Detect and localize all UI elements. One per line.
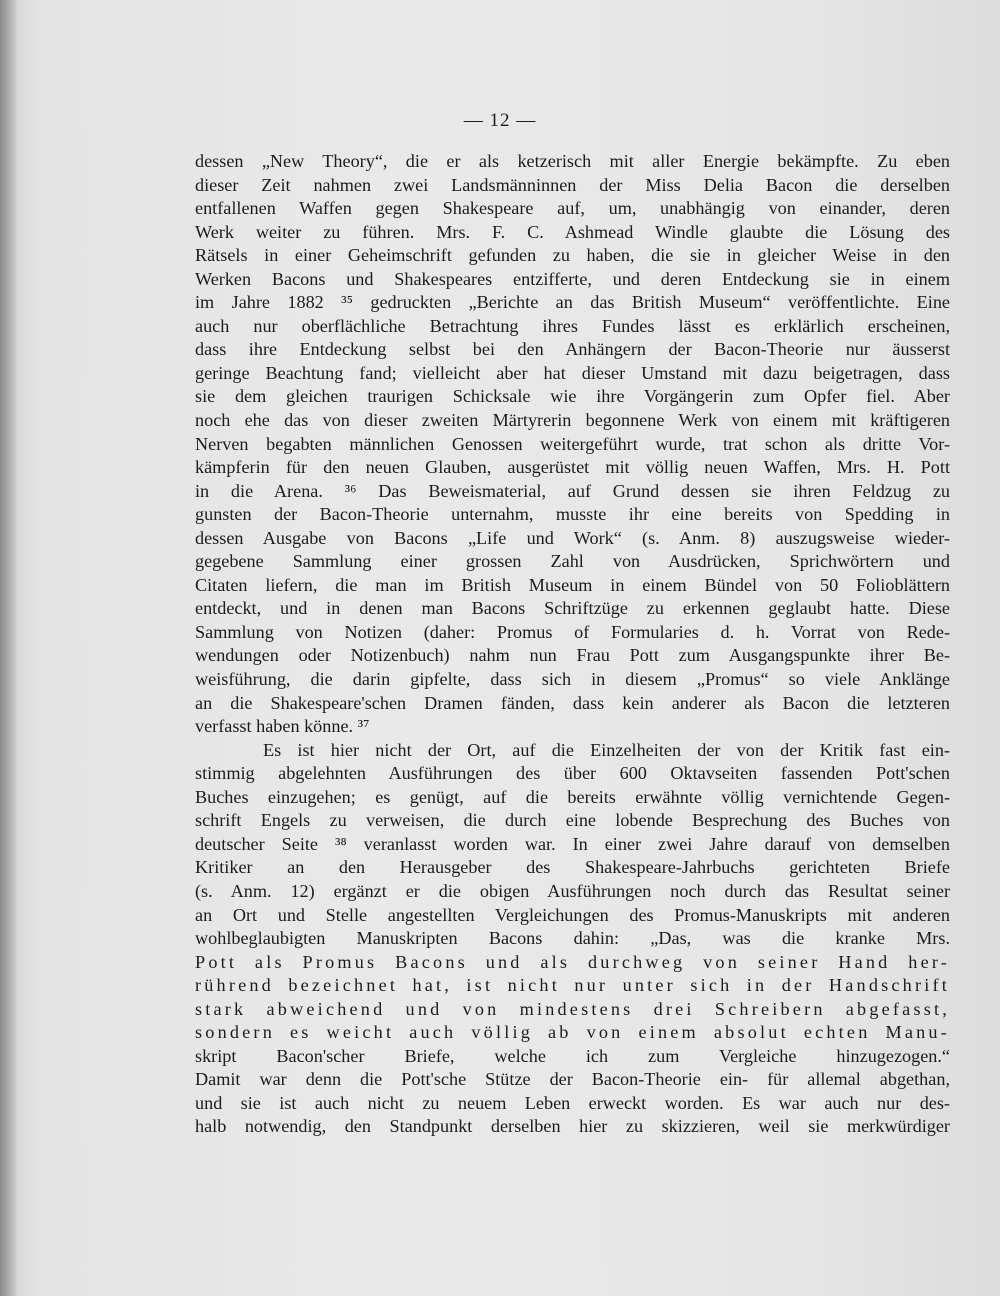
text-line: wohlbeglaubigten Manuskripten Bacons dahin: „Das, was die kranke Mrs.: [195, 928, 950, 949]
text-line: und sie ist auch nicht zu neuem Leben erweckt worden. Es war auch nur des-: [195, 1092, 950, 1113]
text-line: dass ihre Entdeckung selbst bei den Anhängern der Bacon-Theorie nur äusserst: [195, 339, 950, 360]
binding-shadow: [0, 0, 18, 1296]
text-line: verfasst haben könne. ³⁷: [195, 716, 370, 737]
text-line: noch ehe das von dieser zweiten Märtyrerin begonnene Werk von einem mit kräftigeren: [195, 410, 950, 431]
page-number: — 12 —: [463, 110, 537, 131]
text-line: Rätsels in einer Geheimschrift gefunden zu haben, die sie in gleicher Weise in den: [195, 245, 950, 266]
text-line: an Ort und Stelle angestellten Vergleichungen des Promus-Manuskripts mit anderen: [195, 904, 950, 925]
text-line: Sammlung von Notizen (daher: Promus of Formularies d. h. Vorrat von Rede-: [195, 621, 950, 642]
text-line: Damit war denn die Pott'sche Stütze der Bacon-Theorie ein- für allemal abgethan,: [195, 1069, 950, 1090]
text-line: sondern es weicht auch völlig ab von einem absolut echten Manu-: [195, 1022, 950, 1043]
text-line: (s. Anm. 12) ergänzt er die obigen Ausführungen noch durch das Resultat seiner: [195, 880, 950, 901]
text-line: dieser Zeit nahmen zwei Landsmänninnen der Miss Delia Bacon die derselben: [195, 174, 950, 195]
text-line: dessen „New Theory“, die er als ketzerisch mit aller Energie bekämpfte. Zu eben: [195, 151, 950, 171]
text-line: auch nur oberflächliche Betrachtung ihres Fundes lässt es erklärlich erscheinen,: [195, 315, 950, 336]
text-line: wendungen oder Notizenbuch) nahm nun Frau Pott zum Ausgangspunkte ihrer Be-: [195, 645, 950, 666]
text-line: Kritiker an den Herausgeber des Shakespeare-Jahrbuchs gerichteten Briefe: [195, 857, 950, 878]
text-line: gunsten der Bacon-Theorie unternahm, musste ihr eine bereits von Spedding in: [195, 504, 950, 525]
text-line: stark abweichend und von mindestens drei Schreibern abgefasst,: [195, 998, 950, 1019]
body-text: [195, 150, 950, 1139]
text-line: Werken Bacons und Shakespeares entzifferte, und deren Entdeckung sie in einem: [195, 268, 950, 289]
text-line: in die Arena. ³⁶ Das Beweismaterial, auf Grund dessen sie ihren Feldzug zu: [195, 480, 950, 501]
text-line: dessen Ausgabe von Bacons „Life und Work“ (s. Anm. 8) auszugsweise wieder-: [195, 527, 950, 548]
text-line: rührend bezeichnet hat, ist nicht nur unter sich in der Handschrift: [195, 975, 950, 996]
text-line: entfallenen Waffen gegen Shakespeare auf, um, unabhängig von einander, deren: [195, 198, 950, 219]
text-line: deutscher Seite ³⁸ veranlasst worden war. In einer zwei Jahre darauf von demselben: [195, 833, 950, 854]
text-line: Buches einzugehen; es genügt, auf die bereits erwähnte völlig vernichtende Gegen-: [195, 786, 950, 807]
text-line: weisführung, die darin gipfelte, dass sich in diesem „Promus“ so viele Anklänge: [195, 669, 950, 690]
text-line: im Jahre 1882 ³⁵ gedruckten „Berichte an das British Museum“ veröffentlichte. Eine: [195, 292, 950, 313]
text-line: entdeckt, und in denen man Bacons Schriftzüge zu erkennen geglaubt hatte. Diese: [195, 598, 950, 619]
text-line: Nerven begabten männlichen Genossen weitergeführt wurde, trat schon als dritte Vor-: [195, 433, 950, 454]
text-line: skript Bacon'scher Briefe, welche ich zum Vergleiche hinzugezogen.“: [195, 1045, 950, 1066]
text-line: sie dem gleichen traurigen Schicksale wie ihre Vorgängerin zum Opfer fiel. Aber: [195, 386, 950, 407]
text-line: geringe Beachtung fand; vielleicht aber hat dieser Umstand mit dazu beigetragen, dass: [195, 362, 950, 383]
text-line: gegebene Sammlung einer grossen Zahl von Ausdrücken, Sprichwörtern und: [195, 551, 950, 572]
text-line: Citaten liefern, die man im British Museum in einem Bündel von 50 Folioblättern: [195, 574, 950, 595]
text-line: halb notwendig, den Standpunkt derselben hier zu skizzieren, weil sie merkwürdiger: [195, 1116, 950, 1137]
text-line: Werk weiter zu führen. Mrs. F. C. Ashmead Windle glaubte die Lösung des: [195, 221, 950, 242]
text-line: schrift Engels zu verweisen, die durch eine lobende Besprechung des Buches von: [195, 810, 950, 831]
text-line: Es ist hier nicht der Ort, auf die Einzelheiten der von der Kritik fast ein-: [263, 739, 950, 760]
text-line: stimmig abgelehnten Ausführungen des über 600 Oktavseiten fassenden Pott'schen: [195, 763, 950, 784]
text-line: kämpferin für den neuen Glauben, ausgerüstet mit völlig neuen Waffen, Mrs. H. Pott: [195, 457, 950, 478]
text-line: an die Shakespeare'schen Dramen fänden, dass kein anderer als Bacon die letzteren: [195, 692, 950, 713]
text-line: Pott als Promus Bacons und als durchweg von seiner Hand her-: [195, 951, 950, 972]
